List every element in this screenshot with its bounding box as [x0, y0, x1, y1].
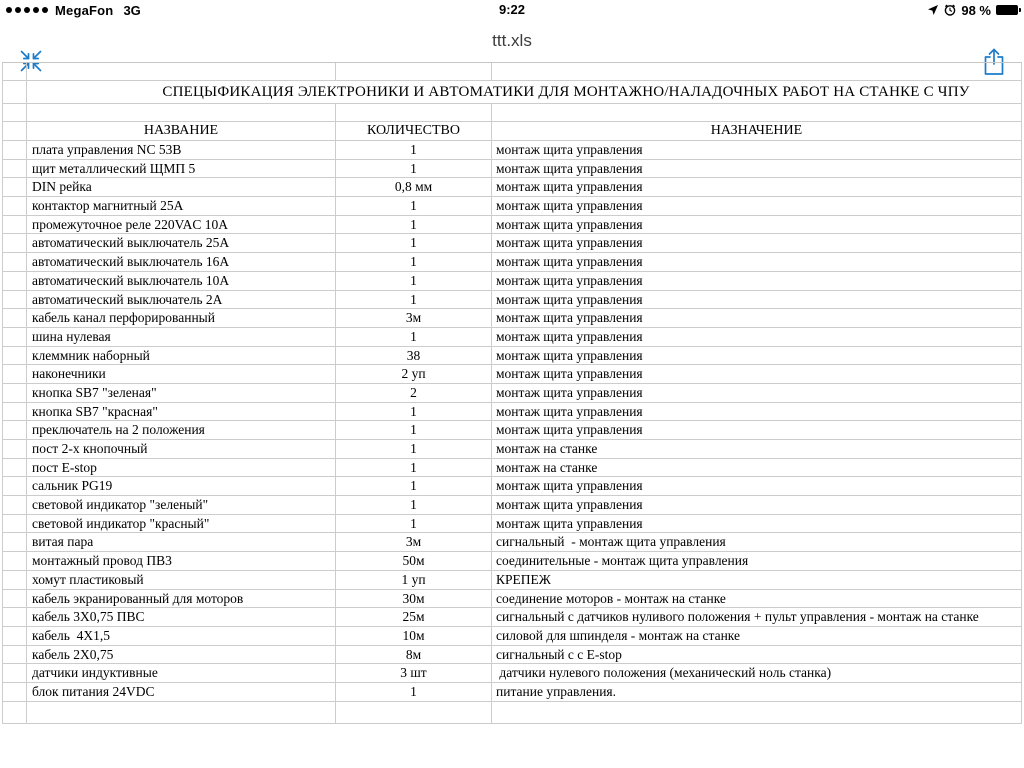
cell-rowhead — [2, 646, 26, 664]
cell-qty: 3м — [335, 309, 491, 327]
cell-purpose: КРЕПЕЖ — [491, 571, 1022, 589]
table-row — [2, 590, 1022, 609]
empty-cell — [491, 702, 1022, 723]
cell-purpose: монтаж щита управления — [491, 309, 1022, 327]
status-right — [927, 0, 1018, 20]
cell-name: автоматический выключатель 10А — [26, 272, 335, 290]
battery-icon — [996, 5, 1018, 15]
cell-rowhead — [2, 552, 26, 570]
title-bar — [0, 20, 1024, 62]
table-row — [2, 608, 1022, 627]
cell-name: монтажный провод ПВ3 — [26, 552, 335, 570]
cell-purpose: монтаж щита управления — [491, 160, 1022, 178]
empty-cell — [491, 63, 1022, 80]
cell-qty: 2 уп — [335, 365, 491, 383]
cell-purpose: датчики нулевого положения (механический ноль станка) — [491, 664, 1022, 682]
cell-rowhead — [2, 590, 26, 608]
cell-qty: 1 — [335, 496, 491, 514]
cell-purpose: сигнальный с датчиков нуливого положения + пульт управления - монтаж на станке — [491, 608, 1022, 626]
empty-cell — [335, 104, 491, 121]
cell-name: пост E-stop — [26, 459, 335, 477]
cell-name: кабель канал перфорированный — [26, 309, 335, 327]
cell-qty: 1 уп — [335, 571, 491, 589]
cell-purpose: соединительные - монтаж щита управления — [491, 552, 1022, 570]
empty-cell — [335, 702, 491, 723]
empty-cell — [26, 702, 335, 723]
cell-name: DIN рейка — [26, 178, 335, 196]
cell-rowhead — [2, 421, 26, 439]
table-row — [2, 552, 1022, 571]
cell-rowhead — [2, 627, 26, 645]
cell-qty: 3м — [335, 533, 491, 551]
cell-rowhead — [2, 608, 26, 626]
empty-cell — [335, 63, 491, 80]
cell-name: кабель 4Х1,5 — [26, 627, 335, 645]
battery-percent-label: 98 % — [961, 2, 991, 18]
empty-cell — [26, 104, 335, 121]
cell-name: хомут пластиковый — [26, 571, 335, 589]
status-bar — [0, 0, 1024, 20]
table-row — [2, 496, 1022, 515]
column-header-name: НАЗВАНИЕ — [26, 122, 335, 140]
cell-purpose: монтаж щита управления — [491, 197, 1022, 215]
cell-rowhead — [2, 515, 26, 533]
cell-qty: 8м — [335, 646, 491, 664]
empty-cell — [2, 702, 26, 723]
cell-name: плата управления NC 53B — [26, 141, 335, 159]
location-arrow-icon — [927, 4, 939, 16]
cell-rowhead — [2, 160, 26, 178]
cell-purpose: монтаж щита управления — [491, 234, 1022, 252]
cell-name: контактор магнитный 25А — [26, 197, 335, 215]
cell-qty: 1 — [335, 421, 491, 439]
cell-rowhead — [2, 496, 26, 514]
cell-rowhead — [2, 403, 26, 421]
cell-rowhead — [2, 384, 26, 402]
cell-name: клеммник наборный — [26, 347, 335, 365]
cell-name: автоматический выключатель 25А — [26, 234, 335, 252]
table-body — [2, 141, 1022, 702]
table-row — [2, 234, 1022, 253]
cell-name: датчики индуктивные — [26, 664, 335, 682]
cell-purpose: силовой для шпинделя - монтаж на станке — [491, 627, 1022, 645]
table-row — [2, 141, 1022, 160]
cell-purpose: монтаж щита управления — [491, 272, 1022, 290]
cell-purpose: монтаж щита управления — [491, 347, 1022, 365]
cell-qty: 1 — [335, 291, 491, 309]
table-row — [2, 515, 1022, 534]
table-row — [2, 216, 1022, 235]
cell-name: кабель экранированный для моторов — [26, 590, 335, 608]
cell-name: кнопка SB7 "красная" — [26, 403, 335, 421]
cell-purpose: монтаж щита управления — [491, 515, 1022, 533]
empty-row — [2, 104, 1022, 122]
empty-cell — [26, 63, 335, 80]
cell-name: автоматический выключатель 16А — [26, 253, 335, 271]
table-row — [2, 459, 1022, 478]
cell-name: наконечники — [26, 365, 335, 383]
table-row — [2, 347, 1022, 366]
cell-purpose: монтаж на станке — [491, 459, 1022, 477]
cell-qty: 1 — [335, 216, 491, 234]
cell-rowhead — [2, 683, 26, 701]
empty-row — [2, 702, 1022, 724]
cell-purpose: монтаж на станке — [491, 440, 1022, 458]
cell-qty: 1 — [335, 197, 491, 215]
cell-rowhead — [2, 571, 26, 589]
cell-qty: 1 — [335, 328, 491, 346]
table-row — [2, 440, 1022, 459]
table-row — [2, 365, 1022, 384]
cell-qty: 1 — [335, 253, 491, 271]
alarm-clock-icon — [944, 4, 956, 16]
cell-qty: 1 — [335, 403, 491, 421]
cell-name: пост 2-х кнопочный — [26, 440, 335, 458]
carrier-label: MegaFon — [55, 2, 114, 18]
cell-name: кабель 2Х0,75 — [26, 646, 335, 664]
cell-purpose: сигнальный - монтаж щита управления — [491, 533, 1022, 551]
cell-purpose: монтаж щита управления — [491, 384, 1022, 402]
table-row — [2, 477, 1022, 496]
cell-purpose: монтаж щита управления — [491, 216, 1022, 234]
cell-qty: 1 — [335, 515, 491, 533]
cell-name: световой индикатор "красный" — [26, 515, 335, 533]
cell-qty: 38 — [335, 347, 491, 365]
table-row — [2, 683, 1022, 702]
cell-name: промежуточное реле 220VAC 10А — [26, 216, 335, 234]
cell-rowhead — [2, 272, 26, 290]
cell-qty: 1 — [335, 477, 491, 495]
cell-rowhead — [2, 178, 26, 196]
cell-qty: 10м — [335, 627, 491, 645]
cell-rowhead — [2, 253, 26, 271]
cell-purpose: питание управления. — [491, 683, 1022, 701]
empty-cell — [2, 63, 26, 80]
cell-rowhead — [2, 234, 26, 252]
cell-qty: 2 — [335, 384, 491, 402]
table-row — [2, 646, 1022, 665]
cell-qty: 0,8 мм — [335, 178, 491, 196]
cell-rowhead — [2, 309, 26, 327]
table-row — [2, 160, 1022, 179]
cell-name: шина нулевая — [26, 328, 335, 346]
cell-qty: 25м — [335, 608, 491, 626]
table-row — [2, 421, 1022, 440]
table-title-row — [2, 81, 1022, 104]
cell-qty: 1 — [335, 234, 491, 252]
column-header-quantity: КОЛИЧЕСТВО — [335, 122, 491, 140]
cell-purpose: монтаж щита управления — [491, 403, 1022, 421]
cell-qty: 1 — [335, 440, 491, 458]
cell-purpose: монтаж щита управления — [491, 328, 1022, 346]
cell-qty: 30м — [335, 590, 491, 608]
cell-purpose: соединение моторов - монтаж на станке — [491, 590, 1022, 608]
cell-name: сальник PG19 — [26, 477, 335, 495]
empty-cell — [2, 122, 26, 140]
cell-rowhead — [2, 197, 26, 215]
table-row — [2, 627, 1022, 646]
table-title: СПЕЦЫФИКАЦИЯ ЭЛЕКТРОНИКИ И АВТОМАТИКИ ДЛЯ МОНТАЖНО/НАЛАДОЧНЫХ РАБОТ НА СТАНКЕ С ЧПУ — [26, 81, 1022, 103]
document-title: ttt.xls — [492, 31, 532, 50]
cell-purpose: монтаж щита управления — [491, 253, 1022, 271]
cell-rowhead — [2, 347, 26, 365]
cell-qty: 1 — [335, 272, 491, 290]
cell-rowhead — [2, 459, 26, 477]
table-row — [2, 197, 1022, 216]
cell-rowhead — [2, 141, 26, 159]
cell-rowhead — [2, 440, 26, 458]
cell-qty: 50м — [335, 552, 491, 570]
cell-rowhead — [2, 328, 26, 346]
table-row — [2, 664, 1022, 683]
empty-row — [2, 63, 1022, 81]
cell-rowhead — [2, 664, 26, 682]
cell-name: блок питания 24VDC — [26, 683, 335, 701]
cell-rowhead — [2, 365, 26, 383]
cell-qty: 1 — [335, 459, 491, 477]
table-header-row — [2, 122, 1022, 141]
empty-cell — [491, 104, 1022, 121]
table-row — [2, 309, 1022, 328]
empty-cell — [2, 81, 26, 103]
cell-qty: 1 — [335, 141, 491, 159]
cell-name: автоматический выключатель 2А — [26, 291, 335, 309]
table-row — [2, 328, 1022, 347]
cell-rowhead — [2, 291, 26, 309]
cell-name: преключатель на 2 положения — [26, 421, 335, 439]
network-type-label: 3G — [123, 2, 141, 18]
table-row — [2, 571, 1022, 590]
cell-purpose: монтаж щита управления — [491, 141, 1022, 159]
cell-purpose: монтаж щита управления — [491, 291, 1022, 309]
cell-qty: 1 — [335, 683, 491, 701]
cell-qty: 3 шт — [335, 664, 491, 682]
table-row — [2, 403, 1022, 422]
cell-purpose: монтаж щита управления — [491, 477, 1022, 495]
cell-name: световой индикатор "зеленый" — [26, 496, 335, 514]
column-header-purpose: НАЗНАЧЕНИЕ — [491, 122, 1022, 140]
table-row — [2, 272, 1022, 291]
spreadsheet — [2, 62, 1022, 724]
cell-purpose: монтаж щита управления — [491, 496, 1022, 514]
cell-purpose: монтаж щита управления — [491, 178, 1022, 196]
cell-rowhead — [2, 216, 26, 234]
cell-qty: 1 — [335, 160, 491, 178]
table-row — [2, 253, 1022, 272]
cell-purpose: сигнальный с с E-stop — [491, 646, 1022, 664]
empty-cell — [2, 104, 26, 121]
clock-time: 9:22 — [498, 2, 526, 17]
cell-purpose: монтаж щита управления — [491, 365, 1022, 383]
cell-rowhead — [2, 477, 26, 495]
cell-rowhead — [2, 533, 26, 551]
cell-name: витая пара — [26, 533, 335, 551]
cell-name: щит металлический ЩМП 5 — [26, 160, 335, 178]
cell-purpose: монтаж щита управления — [491, 421, 1022, 439]
table-row — [2, 291, 1022, 310]
table-row — [2, 384, 1022, 403]
table-row — [2, 178, 1022, 197]
cell-name: кнопка SB7 "зеленая" — [26, 384, 335, 402]
cell-name: кабель 3Х0,75 ПВС — [26, 608, 335, 626]
table-row — [2, 533, 1022, 552]
